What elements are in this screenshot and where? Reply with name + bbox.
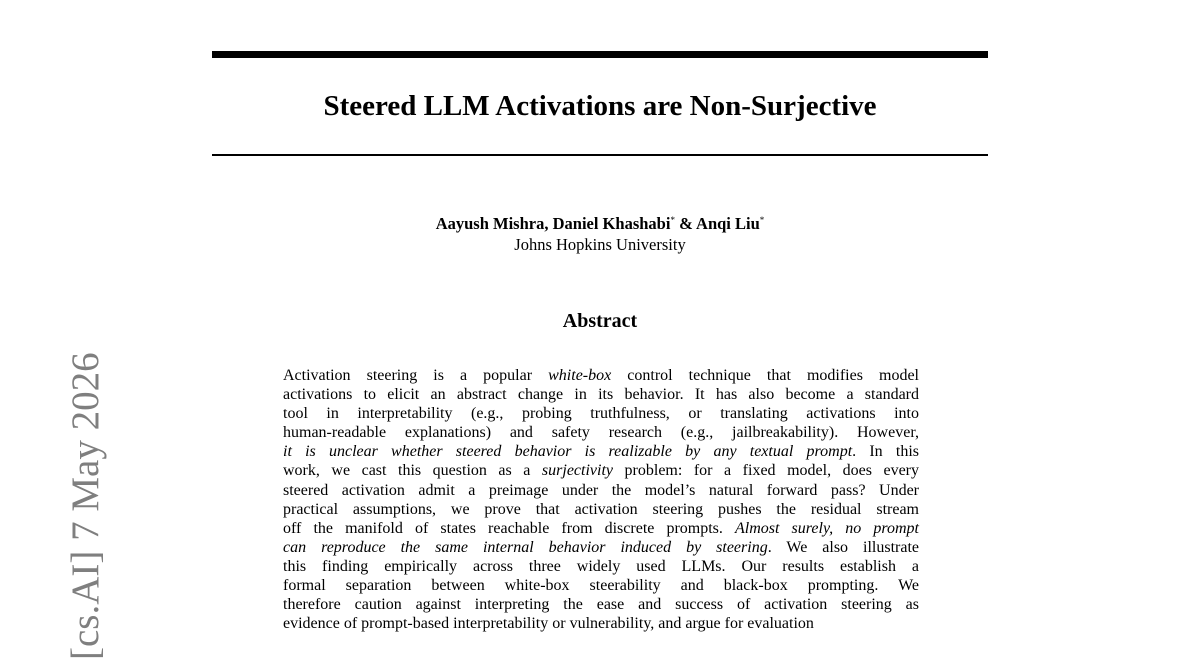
equal-advising-mark-1: * [670,215,675,225]
abstract-text: . We also illustrate [767,538,920,556]
abstract-text: work, we cast this question as a [283,462,542,480]
abstract-italic-text: it is unclear whether steered behavior is realizable by any textual prompt [283,443,853,461]
abstract-line [283,385,919,404]
abstract-line [283,538,919,557]
abstract-italic-text: surjectivity [541,462,614,480]
abstract-line [283,614,919,633]
abstract-text: tool in interpretability (e.g., probing truthfulness, or translating activations into [283,405,919,423]
author-block [212,210,988,255]
abstract-body [283,366,919,633]
title-bottom-rule [212,154,988,156]
abstract-line [283,481,919,500]
abstract-text: therefore caution against interpreting the ease and success of activation steering as [283,596,919,614]
abstract-line [283,404,919,423]
abstract-line [283,423,919,442]
abstract-line [283,366,919,385]
affiliation: Johns Hopkins University [514,235,686,254]
abstract-text: problem: for a fixed model, does every [613,462,920,480]
authors-part-2: & Anqi Liu [674,214,760,233]
abstract-text: . In this [852,443,919,461]
abstract-text: formal separation between white-box steerability and black-box prompting. We [283,577,919,595]
abstract-line [283,442,919,461]
abstract-text: evidence of prompt-based interpretability or vulnerability, and argue for evaluation [283,615,814,633]
abstract-line [283,557,919,576]
top-rule [212,51,988,58]
equal-advising-mark-2: * [759,215,765,225]
abstract-line [283,576,919,595]
abstract-text: activations to elicit an abstract change in its behavior. It has also become a standard [283,386,919,404]
abstract-italic-text: white-box [548,367,612,384]
abstract-line [283,519,919,538]
abstract-text: control technique that modifies model [611,367,919,384]
abstract-heading: Abstract [562,310,638,332]
abstract-text: this finding empirically across three widely used LLMs. Our results establish a [283,557,919,575]
abstract-text: human-readable explanations) and safety research (e.g., jailbreakability). However, [283,424,919,442]
abstract-text: practical assumptions, we prove that activation steering pushes the residual stream [283,500,919,518]
arxiv-stamp-text: [cs.AI] 7 May 2026 [64,352,107,660]
author-names [436,214,765,233]
arxiv-side-stamp [18,340,107,660]
abstract-italic-text: can reproduce the same internal behavior induced by steering [283,538,768,556]
abstract-line [283,595,919,614]
abstract-text: Activation steering is a popular [283,367,549,384]
abstract-line [283,500,919,519]
paper-title: Steered LLM Activations are Non-Surjective [323,90,877,122]
abstract-text: off the manifold of states reachable from discrete prompts. [283,519,735,537]
abstract-text: steered activation admit a preimage under the model’s natural forward pass? Under [283,481,919,499]
abstract-italic-text: Almost surely, no prompt [735,519,919,537]
authors-part-1: Aayush Mishra, Daniel Khashabi [435,214,671,233]
abstract-line [283,461,919,480]
